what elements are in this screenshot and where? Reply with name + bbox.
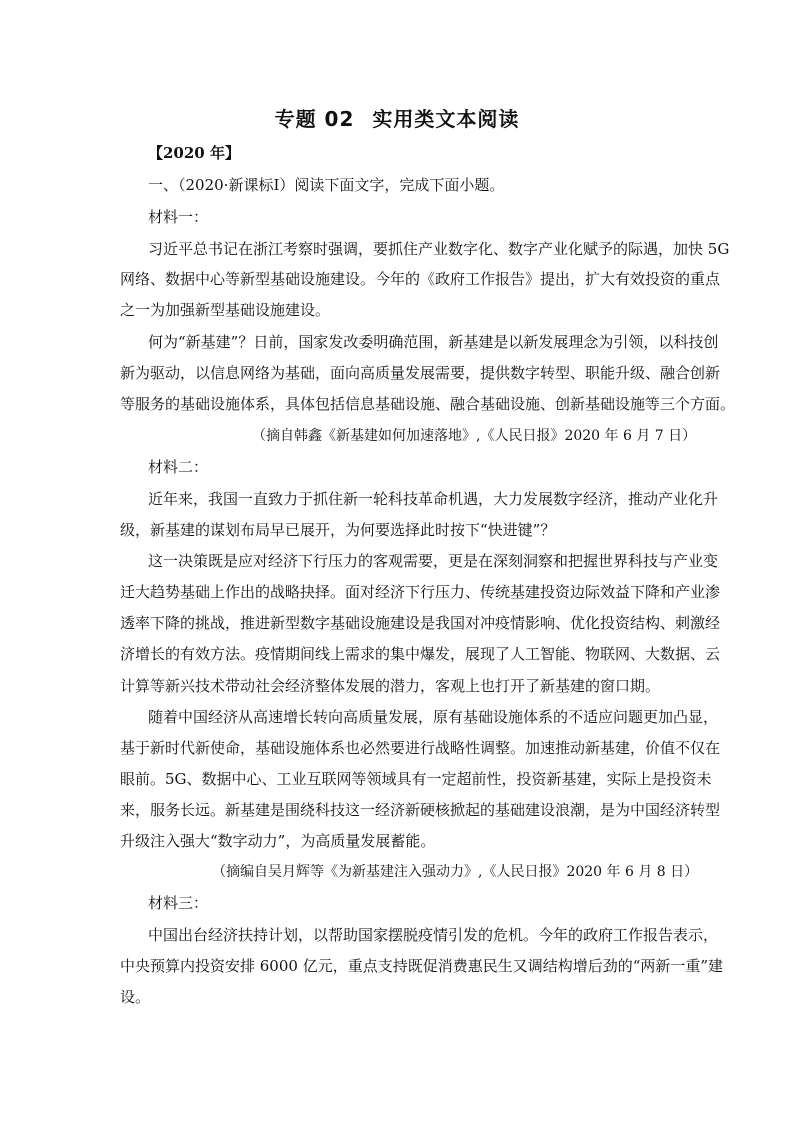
material-1-para-1-line-1: 习近平总书记在浙江考察时强调，要抓住产业数字化、数字产业化赋予的际遇，加快 5G: [148, 240, 730, 258]
material-2-para-2-line-2: 迁大趋势基础上作出的战略抉择。面对经济下行压力、传统基建投资边际效益下降和产业渗: [120, 583, 721, 601]
material-2-para-2-line-3: 透率下降的挑战，推进新型数字基础设施建设是我国对冲疫情影响、优化投资结构、刺激经: [120, 614, 721, 632]
material-2-para-1-line-1: 近年来，我国一直致力于抓住新一轮科技革命机遇，大力发展数字经济，推动产业化升: [148, 490, 719, 508]
page-title: [0, 103, 794, 132]
material-2-para-3-line-5: 升级注入强大“数字动力”，为高质量发展蓄能。: [120, 832, 436, 850]
title-prefix: 专题 02: [274, 107, 355, 131]
material-3-para-1-line-2: 中央预算内投资安排 6000 亿元，重点支持既促消费惠民生又调结构增后劲的“两新一重”建: [120, 957, 724, 975]
material-3-para-1-line-3: 设。: [120, 988, 151, 1006]
material-1-para-1-line-2: 网络、数据中心等新型基础设施建设。今年的《政府工作报告》提出，扩大有效投资的重点: [120, 270, 721, 288]
year-heading: 【2020 年】: [148, 144, 240, 162]
material-2-para-3-line-3: 眼前。5G、数据中心、工业互联网等领域具有一定超前性，投资新基建，实际上是投资未: [120, 770, 712, 788]
material-1-label: 材料一：: [148, 208, 209, 226]
material-2-para-3-line-4: 来，服务长远。新基建是围绕科技这一经济新硬核掀起的基础建设浪潮，是为中国经济转型: [120, 801, 721, 819]
material-1-para-2-line-3: 等服务的基础设施体系，具体包括信息基础设施、融合基础设施、创新基础设施等三个方面。: [120, 395, 736, 413]
material-2-para-2-line-1: 这一决策既是应对经济下行压力的客观需要，更是在深刻洞察和把握世界科技与产业变: [148, 552, 719, 570]
question-instruction: 一、（2020·新课标Ⅰ）阅读下面文字，完成下面小题。: [148, 176, 505, 194]
material-1-source: （摘自韩鑫《新基建如何加速落地》,《人民日报》2020 年 6 月 7 日）: [252, 428, 697, 444]
material-2-para-3-line-2: 基于新时代新使命，基础设施体系也必然要进行战略性调整。加速推动新基建，价值不仅在: [120, 739, 721, 757]
material-1-para-2-line-2: 新为驱动，以信息网络为基础，面向高质量发展需要，提供数字转型、职能升级、融合创新: [120, 364, 721, 382]
material-3-label: 材料三：: [148, 894, 209, 912]
material-2-label: 材料二：: [148, 458, 209, 476]
material-1-para-1-line-3: 之一为加强新型基础设施建设。: [120, 301, 331, 319]
material-2-para-1-line-2: 级，新基建的谋划布局早已展开，为何要选择此时按下“快进键”？: [120, 521, 556, 539]
material-2-para-3-line-1: 随着中国经济从高速增长转向高质量发展，原有基础设施体系的不适应问题更加凸显，: [148, 708, 719, 726]
material-2-para-2-line-4: 济增长的有效方法。疫情期间线上需求的集中爆发，展现了人工智能、物联网、大数据、云: [120, 645, 721, 663]
material-2-para-2-line-5: 计算等新兴技术带动社会经济整体发展的潜力，客观上也打开了新基建的窗口期。: [120, 677, 661, 695]
title-main: 实用类文本阅读: [372, 107, 520, 131]
material-3-para-1-line-1: 中国出台经济扶持计划，以帮助国家摆脱疫情引发的危机。今年的政府工作报告表示，: [148, 926, 719, 944]
material-2-source: （摘编自吴月辉等《为新基建注入强动力》,《人民日报》2020 年 6 月 8 日）: [212, 864, 699, 880]
material-1-para-2-line-1: 何为“新基建”？日前，国家发改委明确范围，新基建是以新发展理念为引领，以科技创: [148, 333, 719, 351]
